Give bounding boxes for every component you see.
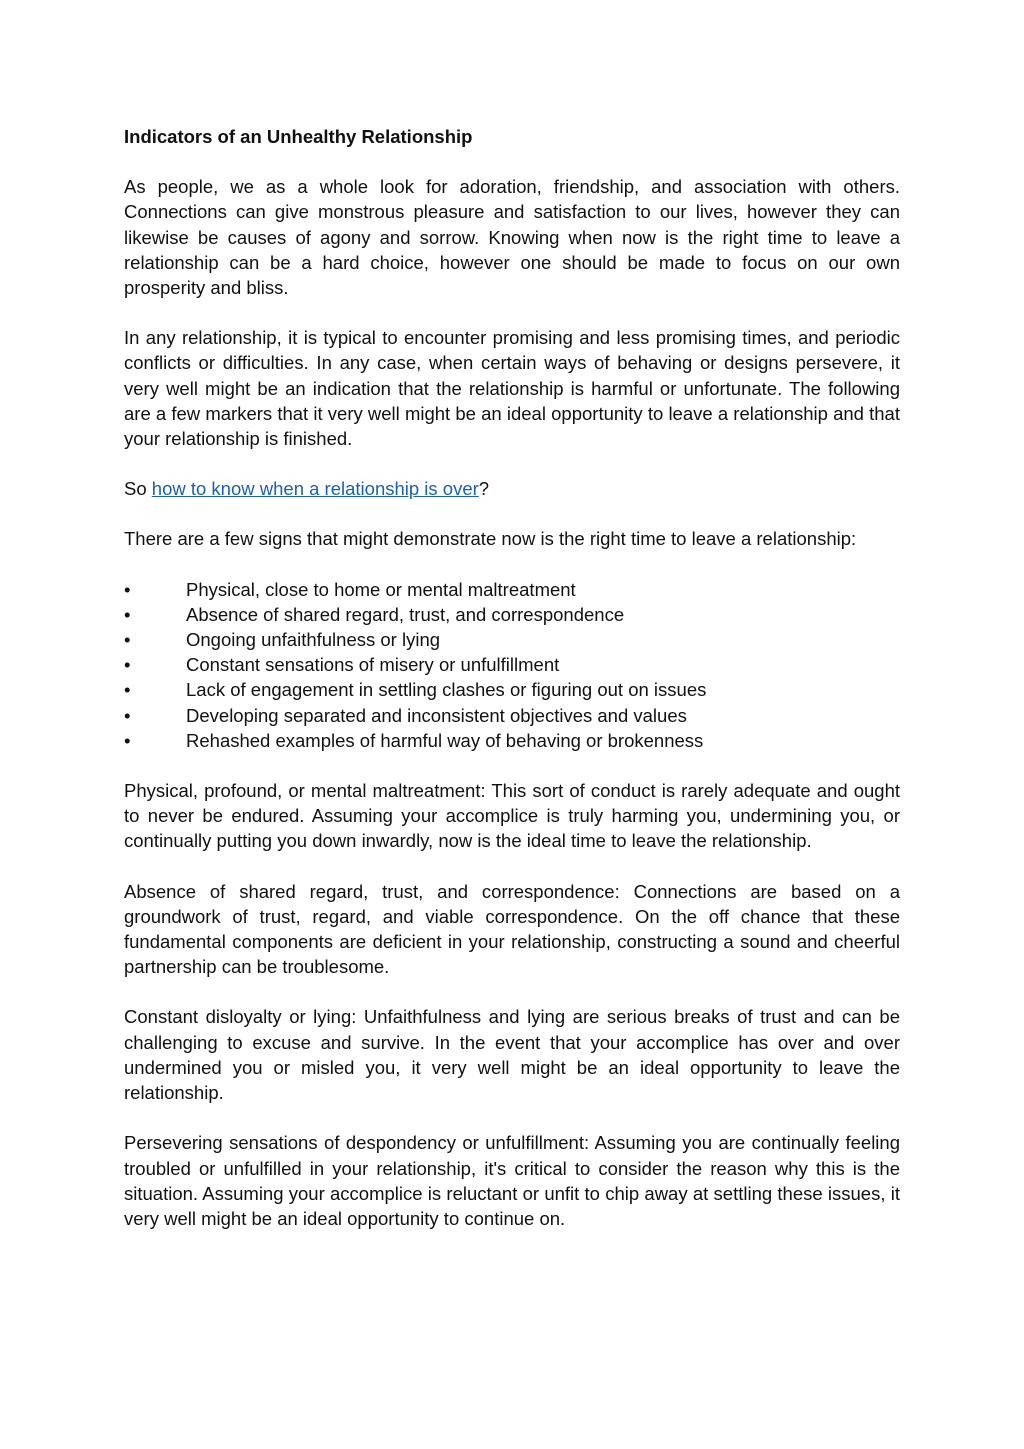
bullet-icon: • [124, 629, 131, 651]
list-item-text: Constant sensations of misery or unfulfillment [186, 654, 560, 676]
question-suffix: ? [478, 478, 490, 500]
bullet-icon: • [124, 654, 131, 676]
bullet-icon: • [124, 729, 131, 751]
list-item [124, 677, 900, 702]
document-title: Indicators of an Unhealthy Relationship [124, 126, 473, 147]
document-page [124, 124, 900, 1256]
signs-intro-paragraph: There are a few signs that might demonstrate now is the right time to leave a relationship: [124, 528, 857, 550]
trust-paragraph: Absence of shared regard, trust, and correspondence: Connections are based on a groundwork of trust, regard, and viable correspondence. On the off chance that these fundamental components are deficient in your relationship, constructing a sound and cheerful partnership can be troublesome. [124, 880, 900, 978]
list-item-text: Developing separated and inconsistent objectives and values [186, 704, 687, 726]
list-item-text: Lack of engagement in settling clashes or figuring out on issues [186, 679, 707, 701]
list-item [124, 577, 900, 602]
bullet-icon: • [124, 603, 131, 625]
list-item-text: Ongoing unfaithfulness or lying [186, 629, 441, 651]
list-item [124, 602, 900, 627]
relationship-over-link[interactable]: how to know when a relationship is over [151, 478, 479, 500]
abuse-paragraph: Physical, profound, or mental maltreatment: This sort of conduct is rarely adequate and ought to never be endured. Assuming your accomplice is truly harming you, undermining you, or continually putting you down inwardly, now is the ideal time to leave the relationship. [124, 780, 900, 852]
list-item [124, 652, 900, 677]
list-item-text: Physical, close to home or mental maltreatment [186, 578, 576, 600]
disloyalty-paragraph: Constant disloyalty or lying: Unfaithfulness and lying are serious breaks of trust and can be challenging to excuse and survive. In the event that your accomplice has over and over undermined you or misled you, it very well might be an ideal opportunity to leave the relationship. [124, 1006, 900, 1104]
bullet-icon: • [124, 578, 131, 600]
list-item [124, 703, 900, 728]
context-paragraph: In any relationship, it is typical to encounter promising and less promising times, and periodic conflicts or difficulties. In any case, when certain ways of behaving or designs persevere, it very well might be an indication that the relationship is harmful or unfortunate. The following are a few markers that it very well might be an ideal opportunity to leave a relationship and that your relationship is finished. [124, 327, 900, 450]
list-item-text: Absence of shared regard, trust, and correspondence [186, 603, 625, 625]
question-prefix: So [124, 478, 152, 500]
bullet-icon: • [124, 704, 131, 726]
signs-list [124, 577, 900, 753]
list-item [124, 728, 900, 753]
list-item-text: Rehashed examples of harmful way of behaving or brokenness [186, 729, 704, 751]
unhappiness-paragraph: Persevering sensations of despondency or unfulfillment: Assuming you are continually feeling troubled or unfulfilled in your relationship, it's critical to consider the reason why this is the situation. Assuming your accomplice is reluctant or unfit to chip away at settling these issues, it very well might be an ideal opportunity to continue on. [124, 1132, 900, 1229]
question-line [124, 476, 900, 501]
list-item [124, 627, 900, 652]
intro-paragraph: As people, we as a whole look for adoration, friendship, and association with others. Connections can give monstrous pleasure and satisfaction to our lives, however they can likewise be causes of agony and sorrow. Knowing when now is the right time to leave a relationship can be a hard choice, however one should be made to focus on our own prosperity and bliss. [124, 176, 900, 299]
bullet-icon: • [124, 679, 131, 701]
